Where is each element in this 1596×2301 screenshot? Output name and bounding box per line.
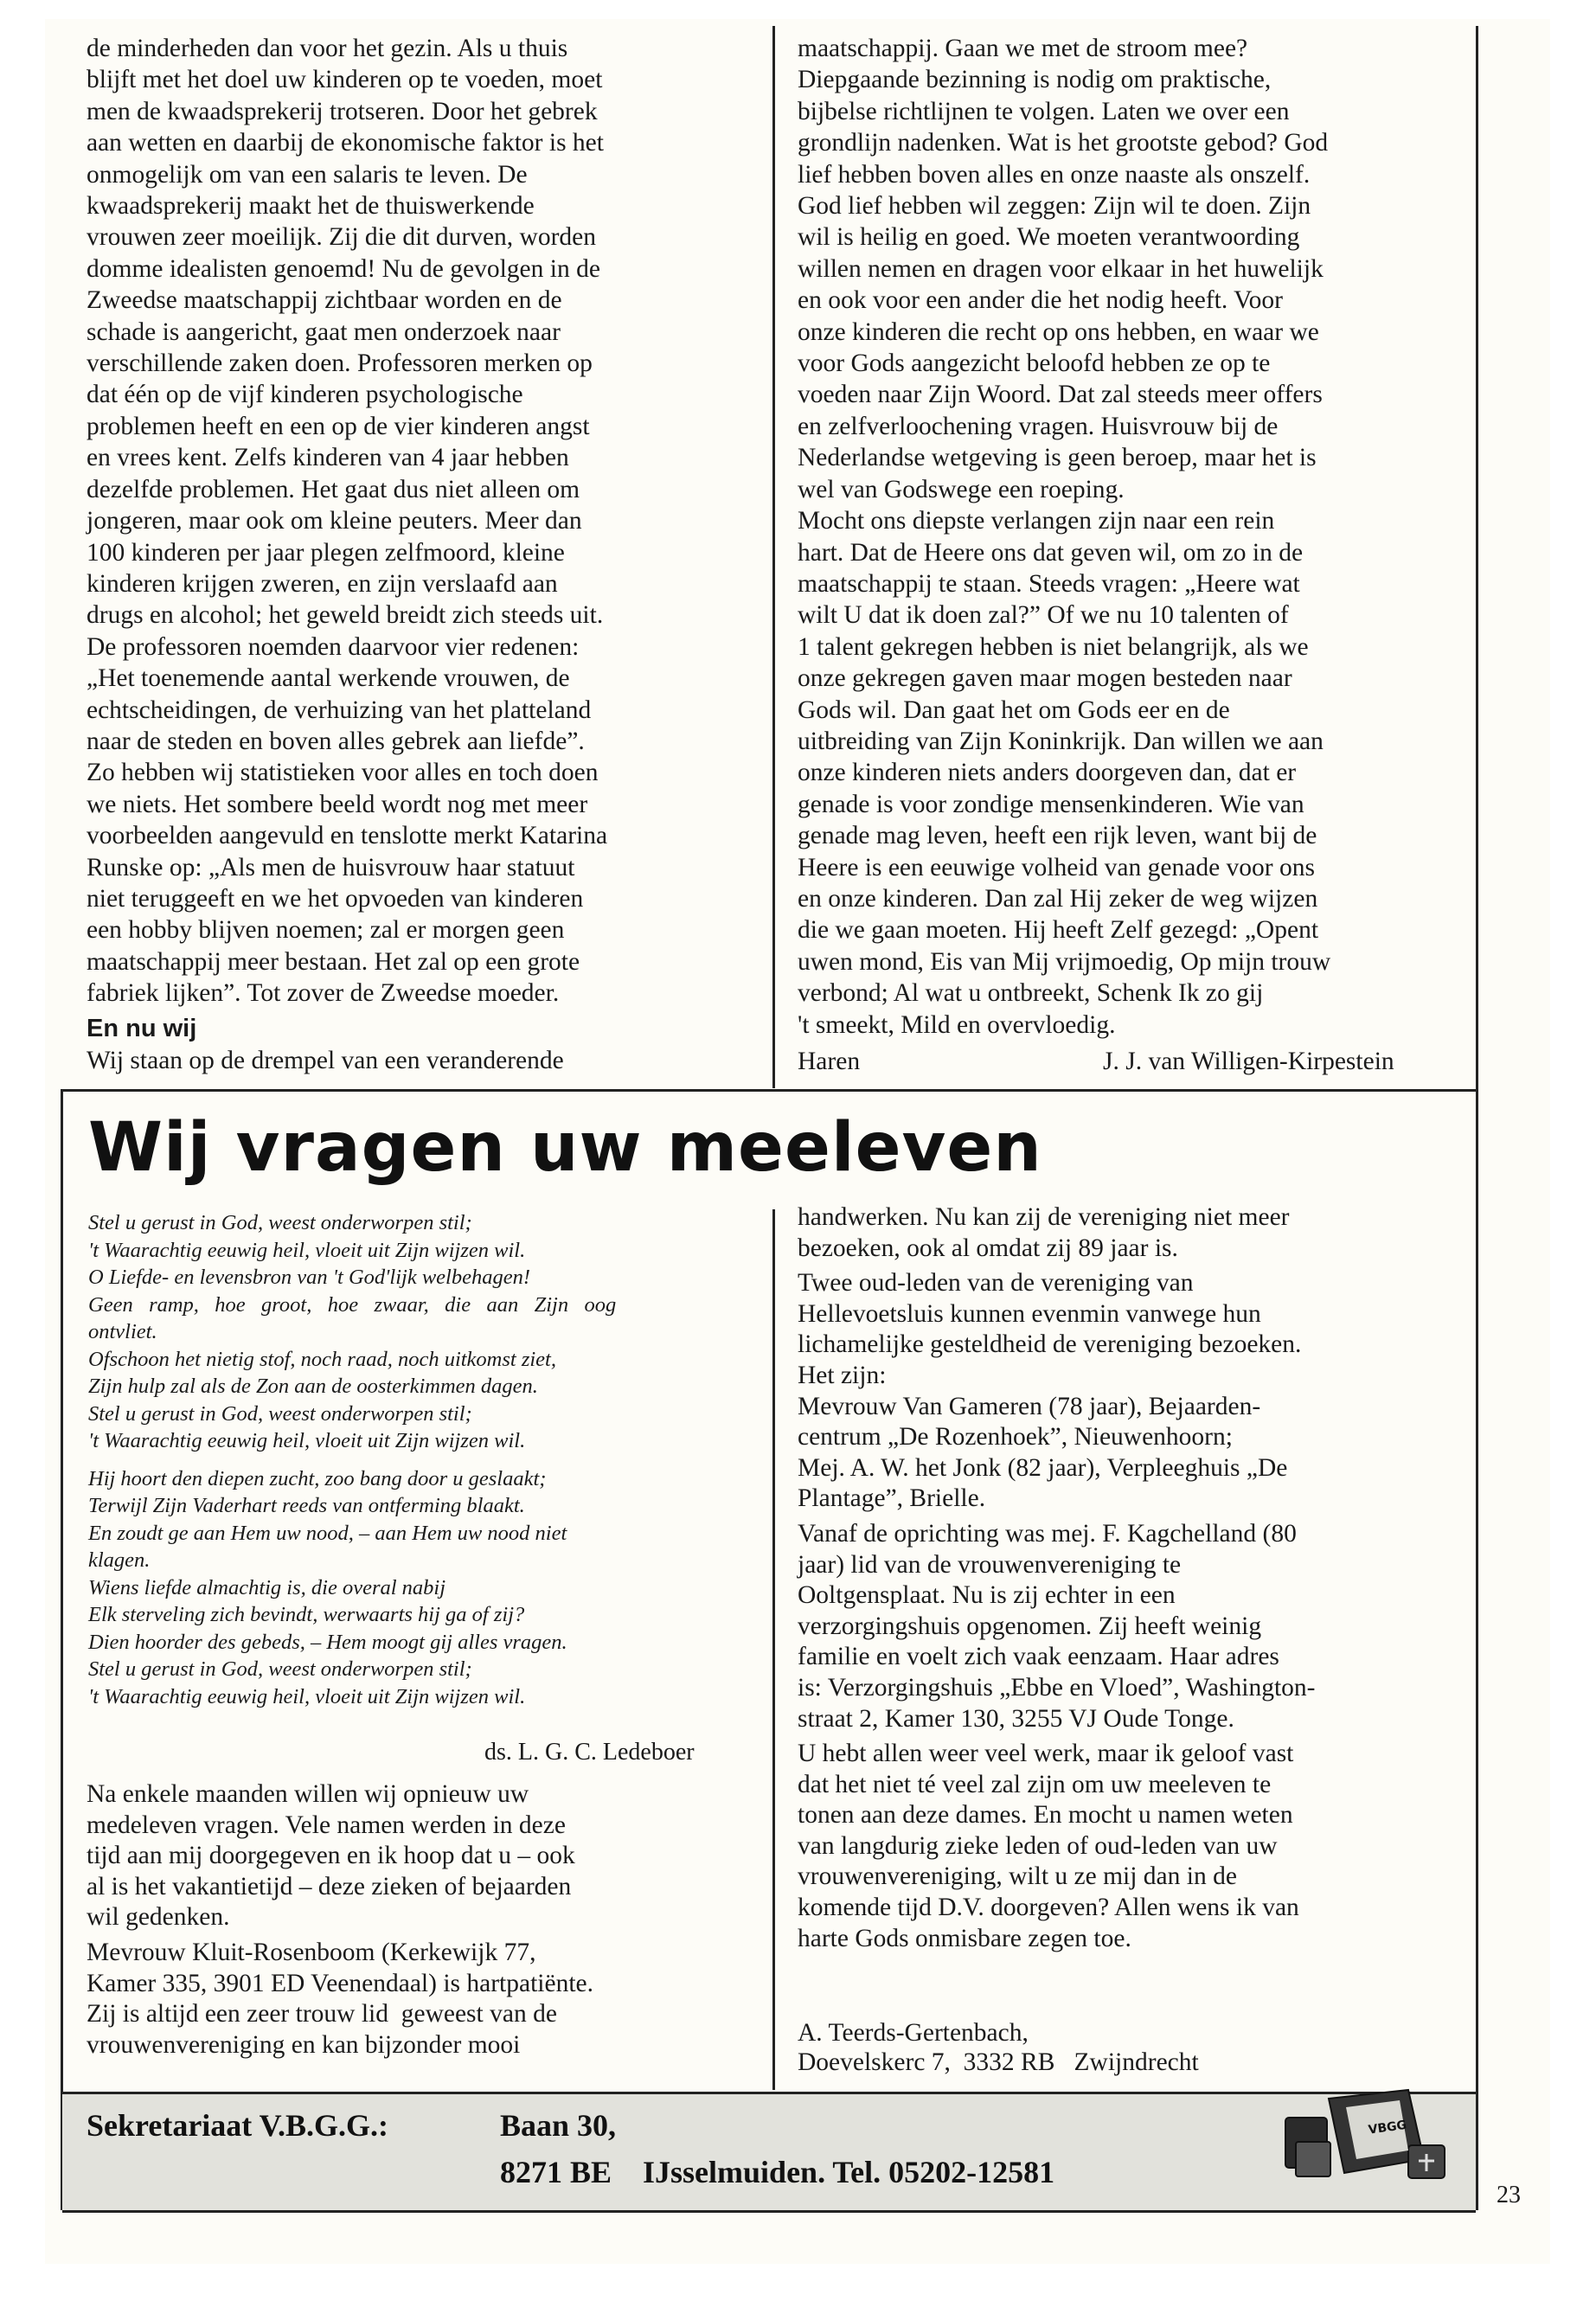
top-right-line: bijbelse richtlijnen te volgen. Laten we over een [798,97,1290,125]
top-right-line: die we gaan moeten. Hij heeft Zelf gezegd: „Opent [798,916,1319,945]
top-right-line: 1 talent gekregen hebben is niet belangrijk, als we [798,632,1309,661]
top-right-line: Mocht ons diepste verlangen zijn naar een rein [798,507,1275,535]
top-left-line: dezelfde problemen. Het gaat dus niet alleen om [87,475,580,503]
top-left-column [87,33,607,1009]
top-right-line: Diepgaande bezinning is nodig om praktische, [798,66,1272,94]
paragraph-line: Kamer 335, 3901 ED Veenendaal) is hartpatiënte. [87,1969,593,1997]
top-left-line: Zo hebben wij statistieken voor alles en toch doen [87,759,599,787]
paragraph-line: tijd aan mij doorgegeven en ik hoop dat u – ook [87,1842,575,1870]
top-left-line: kinderen krijgen zweren, en zijn verslaafd aan [87,569,558,598]
top-left-line: de minderheden dan voor het gezin. Als u thuis [87,35,568,62]
page-right-border [1476,26,1478,2210]
poem [88,1209,754,1721]
poem-stanza [88,1465,754,1711]
top-right-line: willen nemen en dragen voor elkaar in het huwelijk [798,254,1324,283]
paragraph-line: medeleven vragen. Vele namen werden in deze [87,1811,566,1839]
top-right-author: J. J. van Willigen-Kirpestein [1103,1048,1394,1075]
top-right-line: Gods wil. Dan gaat het om Gods eer en de [798,695,1230,724]
top-right-line: en onze kinderen. Dan zal Hij zeker de weg wijzen [798,884,1318,913]
top-right-line: onze gekregen gaven maar mogen besteden naar [798,664,1292,693]
top-left-line: naar de steden en boven alles gebrek aan liefde”. [87,727,585,755]
poem-line: klagen. [88,1548,151,1572]
paragraph [798,1202,1315,1264]
article-left-column [87,1779,593,2065]
poem-line: Terwijl Zijn Vaderhart reeds van ontferming blaakt. [88,1494,525,1517]
top-right-line: Nederlandse wetgeving is geen beroep, maar het is [798,444,1317,472]
paragraph-line: wil gedenken. [87,1903,230,1932]
paragraph-line: jaar) lid van de vrouwenvereniging te [798,1550,1182,1579]
top-right-line: genade mag leven, heeft een rijk leven, want bij de [798,822,1317,850]
paragraph-line: tonen aan deze dames. En mocht u namen weten [798,1801,1293,1830]
top-left-line: vrouwen zeer moeilijk. Zij die dit durven, worden [87,223,597,252]
poem-line: 't Waarachtig eeuwig heil, vloeit uit Zijn wijzen wil. [88,1238,526,1262]
footer-address-line2: 8271 BE IJsselmuiden. Tel. 05202-12581 [500,2155,1055,2189]
paragraph-line: vrouwenvereniging, wilt u ze mij dan in de [798,1862,1237,1891]
paragraph-line: straat 2, Kamer 130, 3255 VJ Oude Tonge. [798,1704,1234,1733]
top-left-line: een hobby blijven noemen; zal er morgen geen [87,916,565,945]
poem-line: Wiens liefde almachtig is, die overal nabij [88,1575,446,1599]
top-right-line: wilt U dat ik doen zal?” Of we nu 10 talenten of [798,601,1289,630]
paragraph-line: verzorgingshuis opgenomen. Zij heeft weinig [798,1612,1262,1640]
poem-author: ds. L. G. C. Ledeboer [484,1739,695,1766]
paragraph-line: al is het vakantietijd – deze zieken of bejaarden [87,1872,572,1900]
top-right-line: Heere is een eeuwige volheid van genade voor ons [798,853,1315,881]
paragraph-line: U hebt allen weer veel werk, maar ik geloof vast [798,1740,1294,1768]
poem-line: 't Waarachtig eeuwig heil, vloeit uit Zijn wijzen wil. [88,1684,526,1708]
poem-line: Elk sterveling zich bevindt, werwaarts hij ga of zij? [88,1603,525,1626]
article-title: Wij vragen uw meeleven [88,1109,1042,1187]
poem-line: Stel u gerust in God, weest onderworpen stil; [88,1401,472,1426]
page-number: 23 [1497,2182,1521,2208]
signature-address: Doevelskerc 7, 3332 RB Zwijndrecht [798,2048,1199,2076]
poem-line: Dien hoorder des gebeds, – Hem moogt gij alles vragen. [88,1630,567,1654]
top-left-line: blijft met het doel uw kinderen op te voeden, moet [87,66,603,94]
top-left-line: kwaadsprekerij maakt het de thuiswerkende [87,192,535,221]
top-right-line: en zelfverloochening vragen. Huisvrouw bij de [798,412,1279,440]
paragraph-line: Na enkele maanden willen wij opnieuw uw [87,1780,529,1808]
paragraph [798,1739,1315,1954]
paragraph-line: is: Verzorgingshuis „Ebbe en Vloed”, Washington- [798,1673,1316,1702]
top-left-line: maatschappij meer bestaan. Het zal op een grote [87,947,580,976]
paragraph-line: vrouwenvereniging en kan bijzonder mooi [87,2030,521,2059]
paragraph-line: Hellevoetsluis kunnen evenmin vanwege hun [798,1299,1261,1328]
top-right-line: God lief hebben wil zeggen: Zijn wil te doen. Zijn [798,192,1311,221]
top-right-line: 't smeekt, Mild en overvloedig. [798,1010,1116,1039]
signature-name: A. Teerds-Gertenbach, [798,2019,1029,2047]
paragraph-line: Mevrouw Van Gameren (78 jaar), Bejaarden- [798,1392,1261,1420]
top-left-line: schade is aangericht, gaat men onderzoek naar [87,317,561,346]
paragraph-line: Plantage”, Brielle. [798,1484,986,1513]
paragraph-line: Ooltgensplaat. Nu is zij echter in een [798,1581,1176,1610]
paragraph-line: bezoeken, ook al omdat zij 89 jaar is. [798,1234,1178,1262]
top-left-line: aan wetten en daarbij de ekonomische faktor is het [87,129,604,157]
paragraph-line: Twee oud-leden van de vereniging van [798,1269,1194,1298]
top-left-line: dat één op de vijf kinderen psychologische [87,381,523,409]
poem-line: Zijn hulp zal als de Zon aan de oosterkimmen dagen. [88,1375,538,1398]
paragraph-line: van langdurig zieke leden of oud-leden van uw [798,1831,1278,1860]
paragraph [87,1938,593,2061]
top-right-line: maatschappij. Gaan we met de stroom mee? [798,35,1248,62]
logo-text: VBGG [1367,2118,1408,2138]
top-right-line: onze kinderen niets anders doorgeven dan, dat er [798,759,1297,787]
poem-line: 't Waarachtig eeuwig heil, vloeit uit Zijn wijzen wil. [88,1429,526,1452]
paragraph-line: Zij is altijd een zeer trouw lid geweest van de [87,2000,557,2029]
footer-address-line1: Baan 30, [500,2108,617,2143]
paragraph-line: Vanaf de oprichting was mej. F. Kagchelland (80 [798,1519,1297,1548]
section-separator [61,1089,1478,1092]
top-right-line: grondlijn nadenken. Wat is het grootste gebod? God [798,129,1329,157]
poem-line: Hij hoort den diepen zucht, zoo bang door u geslaakt; [88,1466,547,1490]
top-left-line: domme idealisten genoemd! Nu de gevolgen in de [87,254,600,283]
top-left-line: onmogelijk om van een salaris te leven. De [87,160,528,189]
top-left-line: 100 kinderen per jaar plegen zelfmoord, kleine [87,538,565,567]
paragraph-line: Mevrouw Kluit-Rosenboom (Kerkewijk 77, [87,1938,536,1966]
top-right-line: voeden naar Zijn Woord. Dat zal steeds meer offers [798,381,1323,409]
paragraph-line: handwerken. Nu kan zij de vereniging niet meer [798,1203,1290,1231]
paragraph-line: centrum „De Rozenhoek”, Nieuwenhoorn; [798,1423,1233,1452]
poem-line: O Liefde- en levensbron van 't God'lijk welbehagen! [88,1266,531,1289]
paragraph [798,1268,1315,1515]
top-left-line: „Het toenemende aantal werkende vrouwen, de [87,664,570,693]
top-left-line: Runske op: „Als men de huisvrouw haar statuut [87,853,575,881]
poem-line: En zoudt ge aan Hem uw nood, – aan Hem uw nood niet [88,1521,567,1545]
paragraph-line: Mej. A. W. het Jonk (82 jaar), Verpleeghuis „De [798,1453,1288,1482]
poem-line: Geen ramp, hoe groot, hoe zwaar, die aan Zijn oog [88,1292,617,1317]
top-left-line: verschillende zaken doen. Professoren merken op [87,349,593,378]
poem-line: ontvliet. [88,1320,157,1343]
top-left-line: fabriek lijken”. Tot zover de Zweedse moeder. [87,979,560,1008]
top-left-line: we niets. Het sombere beeld wordt nog met meer [87,790,588,818]
top-left-line: en vrees kent. Zelfs kinderen van 4 jaar hebben [87,444,569,472]
top-left-line: problemen heeft en een op de vier kinderen angst [87,412,590,440]
top-right-line: wel van Godswege een roeping. [798,475,1125,503]
top-right-line: uitbreiding van Zijn Koninkrijk. Dan willen we aan [798,727,1324,755]
paragraph-line: harte Gods onmisbare zegen toe. [798,1924,1131,1952]
top-right-line: onze kinderen die recht op ons hebben, en waar we [798,317,1319,346]
section-subheading: En nu wij [87,1015,197,1042]
poem-line: Ofschoon het nietig stof, noch raad, noch uitkomst ziet, [88,1347,556,1371]
poem-line: Stel u gerust in God, weest onderworpen stil; [88,1657,472,1681]
top-right-line: voor Gods aangezicht beloofd hebben ze op te [798,349,1271,378]
paragraph-line: komende tijd D.V. doorgeven? Allen wens ik van [798,1894,1299,1922]
poem-stanza [88,1209,754,1455]
top-right-line: genade is voor zondige mensenkinderen. Wie van [798,790,1304,818]
paragraph-line: familie en voelt zich vaak eenzaam. Haar adres [798,1643,1279,1671]
top-right-line: wil is heilig en goed. We moeten verantwoording [798,223,1300,252]
top-right-line: maatschappij te staan. Steeds vragen: „Heere wat [798,569,1300,598]
paragraph-line: Het zijn: [798,1361,887,1389]
top-left-line: jongeren, maar ook om kleine peuters. Meer dan [87,507,582,535]
poem-line: Stel u gerust in God, weest onderworpen stil; [88,1211,472,1234]
paragraph-line: lichamelijke gesteldheid de vereniging bezoeken. [798,1330,1302,1359]
paragraph-line: dat het niet té veel zal zijn om uw meeleven te [798,1770,1272,1798]
bible-books-logo [1279,2083,1452,2191]
top-right-line: uwen mond, Eis van Mij vrijmoedig, Op mijn trouw [798,947,1331,976]
top-left-line: men de kwaadsprekerij trotseren. Door het gebrek [87,97,598,125]
footer-label: Sekretariaat V.B.G.G.: [87,2108,388,2143]
top-right-place: Haren [798,1048,861,1075]
top-left-line: drugs en alcohol; het geweld breidt zich steeds uit. [87,601,604,630]
top-left-line: echtscheidingen, de verhuizing van het platteland [87,695,592,724]
top-left-line: Zweedse maatschappij zichtbaar worden en de [87,286,562,315]
page-left-border [61,1092,63,2210]
column-divider-top [772,26,775,1088]
top-left-line: voorbeelden aangevuld en tenslotte merkt Katarina [87,822,608,850]
top-left-line: De professoren noemden daarvoor vier redenen: [87,632,580,661]
paragraph [87,1779,593,1933]
top-left-closing-line: Wij staan op de drempel van een veranderende [87,1047,564,1074]
top-right-column [798,33,1330,1041]
top-left-line: niet teruggeeft en we het opvoeden van kinderen [87,884,584,913]
top-right-line: verbond; Al wat u ontbreekt, Schenk Ik zo gij [798,979,1264,1008]
paragraph [798,1519,1315,1734]
top-right-line: hart. Dat de Heere ons dat geven wil, om zo in de [798,538,1304,567]
top-right-line: lief hebben boven alles en onze naaste als onszelf. [798,160,1311,189]
top-right-line: en ook voor een ander die het nodig heeft. Voor [798,286,1283,315]
column-divider-bottom [772,1209,775,2090]
article-right-column [798,1202,1315,1958]
